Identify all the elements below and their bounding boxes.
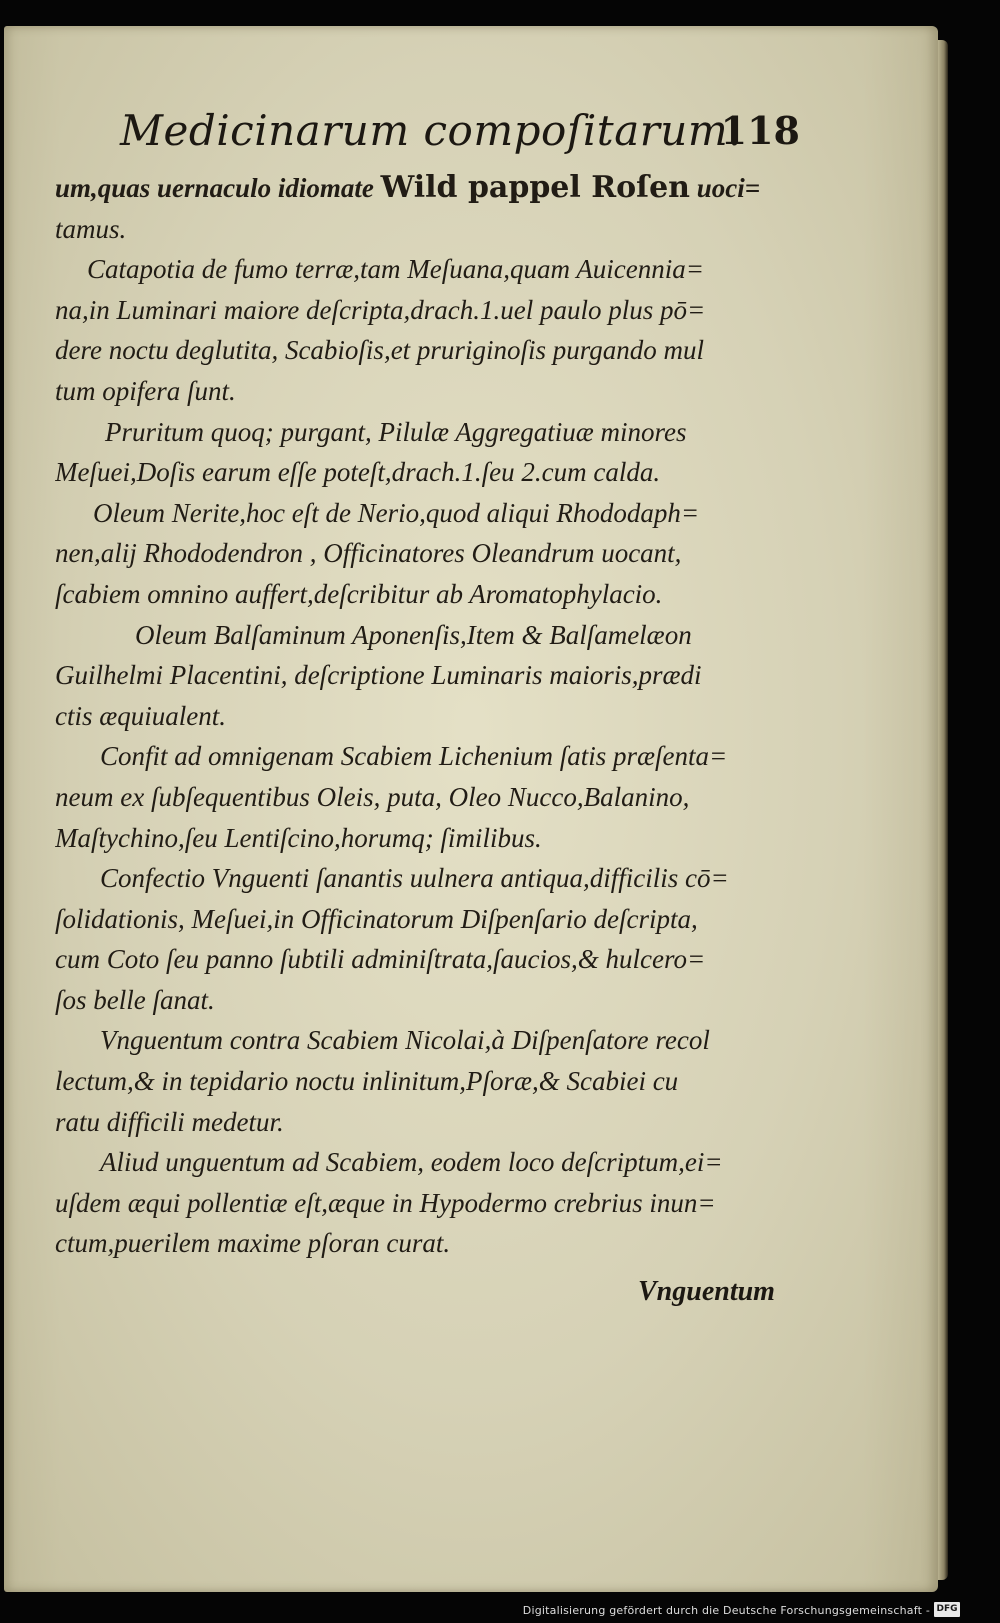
text-line xyxy=(55,168,805,209)
text-line-segment: Guilhelmi Placentini, deſcriptione Luminaris maioris,prædi xyxy=(55,660,702,691)
text-line xyxy=(55,777,805,818)
dfg-logo: DFG xyxy=(934,1602,960,1617)
text-line xyxy=(55,493,805,534)
text-line xyxy=(55,1142,805,1183)
text-line-segment: ctis æquiualent. xyxy=(55,700,226,731)
text-line xyxy=(55,249,805,290)
running-title: Medicinarum compoſitarum. xyxy=(120,106,743,155)
text-line-segment: tamus. xyxy=(55,213,127,244)
text-line xyxy=(55,858,805,899)
text-line-segment: nen,alij Rhododendron , Officinatores Oleandrum uocant, xyxy=(55,538,682,569)
text-line-segment: Oleum Balſaminum Aponenſis,Item & Balſamelæon xyxy=(135,619,692,650)
text-line-segment: Vnguentum contra Scabiem Nicolai,à Diſpenſatore recol xyxy=(100,1025,710,1056)
text-line xyxy=(55,412,805,453)
text-line-segment: Catapotia de fumo terræ,tam Meſuana,quam Auicennia= xyxy=(87,254,704,285)
text-line xyxy=(55,939,805,980)
text-line xyxy=(55,533,805,574)
text-line xyxy=(55,655,805,696)
footer-bar xyxy=(0,1592,1000,1623)
text-line-segment: tum opifera ſunt. xyxy=(55,375,236,406)
text-line xyxy=(55,899,805,940)
text-line xyxy=(55,1102,805,1143)
text-line xyxy=(55,615,805,656)
text-line xyxy=(55,1223,805,1264)
text-line-segment: Confit ad omnigenam Scabiem Lichenium ſatis præſenta= xyxy=(100,741,728,772)
text-line xyxy=(55,371,805,412)
text-line xyxy=(55,330,805,371)
text-line-segment: ſos belle ſanat. xyxy=(55,984,215,1015)
text-line-segment: neum ex ſubſequentibus Oleis, puta, Oleo Nucco,Balanino, xyxy=(55,781,690,812)
body-text xyxy=(55,168,805,1264)
text-line xyxy=(55,290,805,331)
text-line-segment: cum Coto ſeu panno ſubtili adminiſtrata,ſaucios,& hulcero= xyxy=(55,944,706,975)
text-line xyxy=(55,818,805,859)
blackletter-phrase: Wild pappel Roſen xyxy=(380,170,690,205)
text-line xyxy=(55,1183,805,1224)
funding-credit: Digitalisierung gefördert durch die Deutsche Forschungsgemeinschaft - xyxy=(522,1604,930,1617)
text-line xyxy=(55,209,805,250)
text-line-segment: uſdem æqui pollentiæ eſt,æque in Hypodermo crebrius inun= xyxy=(55,1187,716,1218)
text-line xyxy=(55,980,805,1021)
page-edge xyxy=(938,40,948,1580)
text-line-segment: na,in Luminari maiore deſcripta,drach.1.uel paulo plus pō= xyxy=(55,294,706,325)
text-line xyxy=(55,574,805,615)
page-number: 118 xyxy=(720,108,800,153)
text-line-segment: uoci= xyxy=(689,173,761,203)
text-line-segment: Confectio Vnguenti ſanantis uulnera antiqua,difficilis cō= xyxy=(100,863,729,894)
text-line-segment: dere noctu deglutita, Scabioſis,et pruriginoſis purgando mul xyxy=(55,335,704,366)
text-line-segment: Aliud unguentum ad Scabiem, eodem loco deſcriptum,ei= xyxy=(100,1147,723,1178)
text-line-segment: ſcabiem omnino auffert,deſcribitur ab Aromatophylacio. xyxy=(55,578,663,609)
text-line xyxy=(55,696,805,737)
catchword: Vnguentum xyxy=(638,1276,775,1307)
text-line-segment: Oleum Nerite,hoc eſt de Nerio,quod aliqui Rhododaph= xyxy=(93,497,700,528)
text-line-segment: ſolidationis, Meſuei,in Officinatorum Diſpenſario deſcripta, xyxy=(55,903,698,934)
text-line-segment: Pruritum quoq; purgant, Pilulæ Aggregatiuæ minores xyxy=(105,416,687,447)
page-header xyxy=(120,106,800,166)
text-line-segment: Maſtychino,ſeu Lentiſcino,horumq; ſimilibus. xyxy=(55,822,542,853)
text-line xyxy=(55,452,805,493)
text-line-segment: ctum,puerilem maxime pſoran curat. xyxy=(55,1228,451,1259)
text-line xyxy=(55,1020,805,1061)
text-line xyxy=(55,736,805,777)
text-line-segment: lectum,& in tepidario noctu inlinitum,Pſoræ,& Scabiei cu xyxy=(55,1066,679,1097)
text-line xyxy=(55,1061,805,1102)
text-line-segment: ratu difficili medetur. xyxy=(55,1106,284,1137)
text-line-segment: Meſuei,Doſis earum eſſe poteſt,drach.1.ſeu 2.cum calda. xyxy=(55,457,661,488)
text-line-segment: um,quas uernaculo idiomate xyxy=(55,173,381,203)
